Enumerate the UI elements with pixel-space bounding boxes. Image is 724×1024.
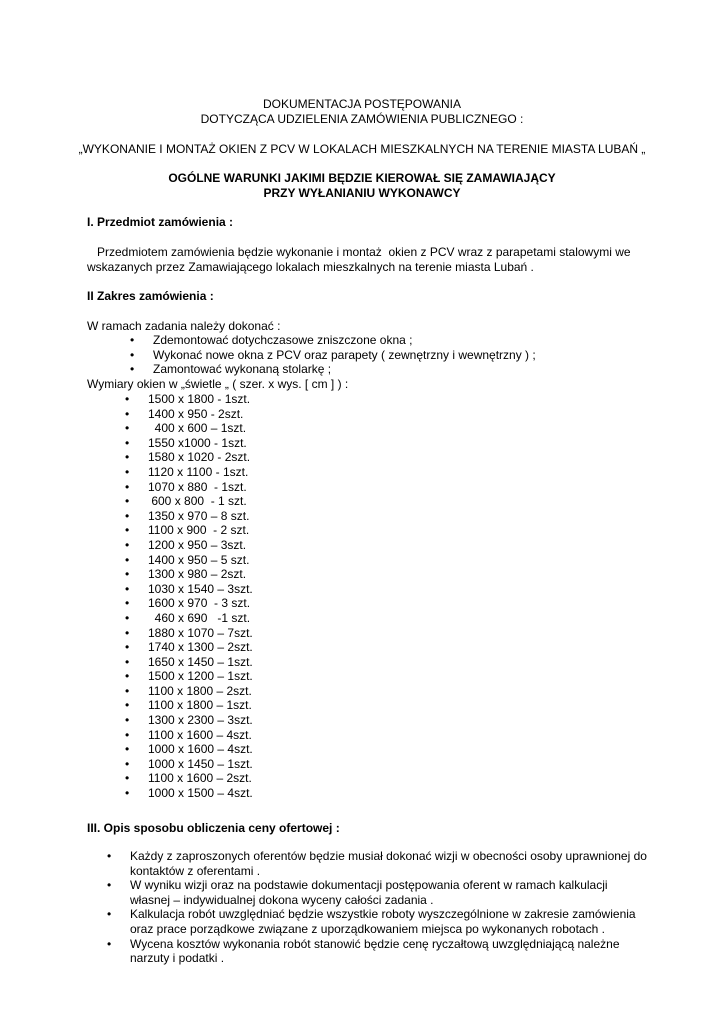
bullet-icon: • xyxy=(125,610,130,625)
bullet-icon: • xyxy=(125,450,130,465)
section1-heading: I. Przedmiot zamówienia : xyxy=(87,215,234,229)
list-item xyxy=(125,450,253,465)
list-item xyxy=(125,406,253,422)
list-item-text: 1100 x 1800 – 2szt. xyxy=(148,683,252,698)
bullet-icon: • xyxy=(125,552,130,567)
list-item-text: 1120 x 1100 - 1szt. xyxy=(148,464,249,479)
conditions-title-line1: OGÓLNE WARUNKI JAKIMI BĘDZIE KIEROWAŁ SIĘ ZAMAWIAJĄCY xyxy=(168,171,556,185)
bullet-icon: • xyxy=(125,421,130,436)
list-item-text: 1070 x 880 - 1szt. xyxy=(148,479,247,494)
list-item xyxy=(130,362,536,377)
list-item-text: Wycena kosztów wykonania robót stanowić będzie cenę ryczałtową uwzględniającą należne narzuty i podatki . xyxy=(130,936,620,966)
list-item-text: 1550 x1000 - 1szt. xyxy=(148,435,247,450)
list-item-text: 1580 x 1020 - 2szt. xyxy=(148,450,251,465)
list-item-text: 1880 x 1070 – 7szt. xyxy=(148,625,253,640)
bullet-icon: • xyxy=(125,742,130,757)
list-item-text: 1400 x 950 - 2szt. xyxy=(148,406,244,421)
project-title: „WYKONANIE I MONTAŻ OKIEN Z PCV W LOKALACH MIESZKALNYCH NA TERENIE MIASTA LUBAŃ „ xyxy=(78,142,646,156)
list-item xyxy=(125,581,253,597)
list-item xyxy=(125,756,253,772)
list-item xyxy=(125,654,253,670)
list-item xyxy=(125,698,253,713)
bullet-icon: • xyxy=(125,494,130,509)
list-item xyxy=(125,552,253,568)
list-item-text: 1200 x 950 – 3szt. xyxy=(148,537,247,552)
list-item-text: 1000 x 1450 – 1szt. xyxy=(148,756,253,771)
list-item-text: W wyniku wizji oraz na podstawie dokumentacji postępowania oferent w ramach kalkulacji własnej – indywidualnej dokona wyceny całości zadania . xyxy=(130,878,608,907)
list-item-text: 1030 x 1540 – 3szt. xyxy=(148,581,253,596)
list-item-text: 1100 x 1800 – 1szt. xyxy=(148,698,252,713)
doc-title-line1: DOKUMENTACJA POSTĘPOWANIA xyxy=(262,97,462,111)
bullet-icon: • xyxy=(125,756,130,771)
bullet-icon: • xyxy=(130,333,135,347)
list-item-text: 1100 x 900 - 2 szt. xyxy=(148,523,250,538)
section2-intro: W ramach zadania należy dokonać : xyxy=(87,319,281,333)
list-item xyxy=(125,610,253,626)
bullet-icon: • xyxy=(125,406,130,421)
list-item-text: 1740 x 1300 – 2szt. xyxy=(148,640,253,655)
list-item xyxy=(107,907,650,936)
list-item xyxy=(125,567,253,582)
list-item xyxy=(125,625,253,641)
list-item xyxy=(125,713,253,728)
list-item xyxy=(125,596,253,611)
bullet-icon: • xyxy=(107,936,112,951)
bullet-icon: • xyxy=(130,362,135,377)
list-item-text: 1000 x 1500 – 4szt. xyxy=(148,786,253,801)
list-item-text: Kalkulacja robót uwzględniać będzie wszystkie roboty wyszczególnione w zakresie zamówienia oraz prace porządkowe związane z uporządkowaniem miejsca po wykonanych robotach . xyxy=(130,907,636,936)
list-item-text: 1300 x 980 – 2szt. xyxy=(148,567,247,582)
list-item-text: 1100 x 1600 – 4szt. xyxy=(148,727,252,742)
bullet-icon: • xyxy=(125,392,130,406)
list-item-text: Wykonać nowe okna z PCV oraz parapety ( zewnętrzny i wewnętrzny ) ; xyxy=(153,347,536,362)
list-item xyxy=(125,523,253,538)
list-item xyxy=(125,494,253,509)
bullet-icon: • xyxy=(125,581,130,596)
list-item-text: 1650 x 1450 – 1szt. xyxy=(148,654,253,669)
bullet-icon: • xyxy=(125,727,130,742)
list-item xyxy=(130,347,536,363)
list-item-text: 1500 x 1800 - 1szt. xyxy=(148,392,251,406)
list-item xyxy=(125,669,253,684)
list-item xyxy=(107,936,650,966)
list-item xyxy=(130,333,536,348)
list-item xyxy=(125,727,253,743)
section3-heading: III. Opis sposobu obliczenia ceny ofertowej : xyxy=(87,821,340,835)
list-item-text: 600 x 800 - 1 szt. xyxy=(148,494,247,509)
list-item-text: 1000 x 1600 – 4szt. xyxy=(148,742,253,757)
list-item xyxy=(125,771,253,786)
list-item-text: 400 x 600 – 1szt. xyxy=(148,421,247,436)
list-item xyxy=(125,421,253,436)
bullet-icon: • xyxy=(107,907,112,922)
list-item xyxy=(125,435,253,451)
list-item-text: 1350 x 970 – 8 szt. xyxy=(148,508,250,523)
bullet-icon: • xyxy=(125,786,130,801)
list-item-text: 1600 x 970 - 3 szt. xyxy=(148,596,251,611)
bullet-icon: • xyxy=(125,537,130,552)
task-list xyxy=(130,333,536,377)
list-item xyxy=(107,849,650,878)
list-item-text: 1500 x 1200 – 1szt. xyxy=(148,669,253,684)
bullet-icon: • xyxy=(125,698,130,713)
list-item-text: Każdy z zaproszonych oferentów będzie musiał dokonać wizji w obecności osoby uprawnionej do kontaktów z oferentami . xyxy=(130,849,647,878)
bullet-icon: • xyxy=(125,523,130,538)
section2-heading: II Zakres zamówienia : xyxy=(87,289,214,303)
bullet-icon: • xyxy=(125,640,130,655)
list-item xyxy=(125,537,253,553)
bullet-icon: • xyxy=(125,435,130,450)
bullet-icon: • xyxy=(125,464,130,479)
list-item-text: 460 x 690 -1 szt. xyxy=(148,610,251,625)
list-item xyxy=(125,683,253,699)
bullet-icon: • xyxy=(125,567,130,582)
dimensions-intro: Wymiary okien w „świetle „ ( szer. x wys. [ cm ] ) : xyxy=(87,377,349,391)
bullet-icon: • xyxy=(107,878,112,893)
list-item xyxy=(125,464,253,480)
conditions-title-line2: PRZY WYŁANIANIU WYKONAWCY xyxy=(263,186,461,200)
bullet-icon: • xyxy=(125,713,130,728)
bullet-icon: • xyxy=(125,654,130,669)
bullet-icon: • xyxy=(125,683,130,698)
section1-para-line2: wskazanych przez Zamawiającego lokalach mieszkalnych na terenie miasta Lubań . xyxy=(87,260,534,274)
bullet-icon: • xyxy=(125,479,130,494)
doc-title-line2: DOTYCZĄCA UDZIELENIA ZAMÓWIENIA PUBLICZNEGO : xyxy=(200,112,524,126)
bullet-icon: • xyxy=(107,849,112,863)
list-item xyxy=(125,479,253,495)
list-item-text: 1300 x 2300 – 3szt. xyxy=(148,713,253,728)
list-item xyxy=(125,392,253,407)
list-item-text: Zamontować wykonaną stolarkę ; xyxy=(153,362,332,377)
list-item xyxy=(125,786,253,801)
dimensions-list xyxy=(125,392,253,801)
bullet-icon: • xyxy=(125,625,130,640)
bullet-icon: • xyxy=(130,347,135,362)
bullet-icon: • xyxy=(125,508,130,523)
bullet-icon: • xyxy=(125,596,130,611)
section1-para-line1: Przedmiotem zamówienia będzie wykonanie i montaż okien z PCV wraz z parapetami stalowymi we xyxy=(87,245,631,259)
pricing-rules-list xyxy=(107,849,650,966)
list-item xyxy=(125,640,253,655)
bullet-icon: • xyxy=(125,771,130,786)
list-item xyxy=(125,742,253,757)
list-item-text: Zdemontować dotychczasowe zniszczone okna ; xyxy=(153,333,413,347)
list-item xyxy=(125,508,253,524)
list-item xyxy=(107,878,650,907)
list-item-text: 1400 x 950 – 5 szt. xyxy=(148,552,250,567)
list-item-text: 1100 x 1600 – 2szt. xyxy=(148,771,252,786)
bullet-icon: • xyxy=(125,669,130,684)
